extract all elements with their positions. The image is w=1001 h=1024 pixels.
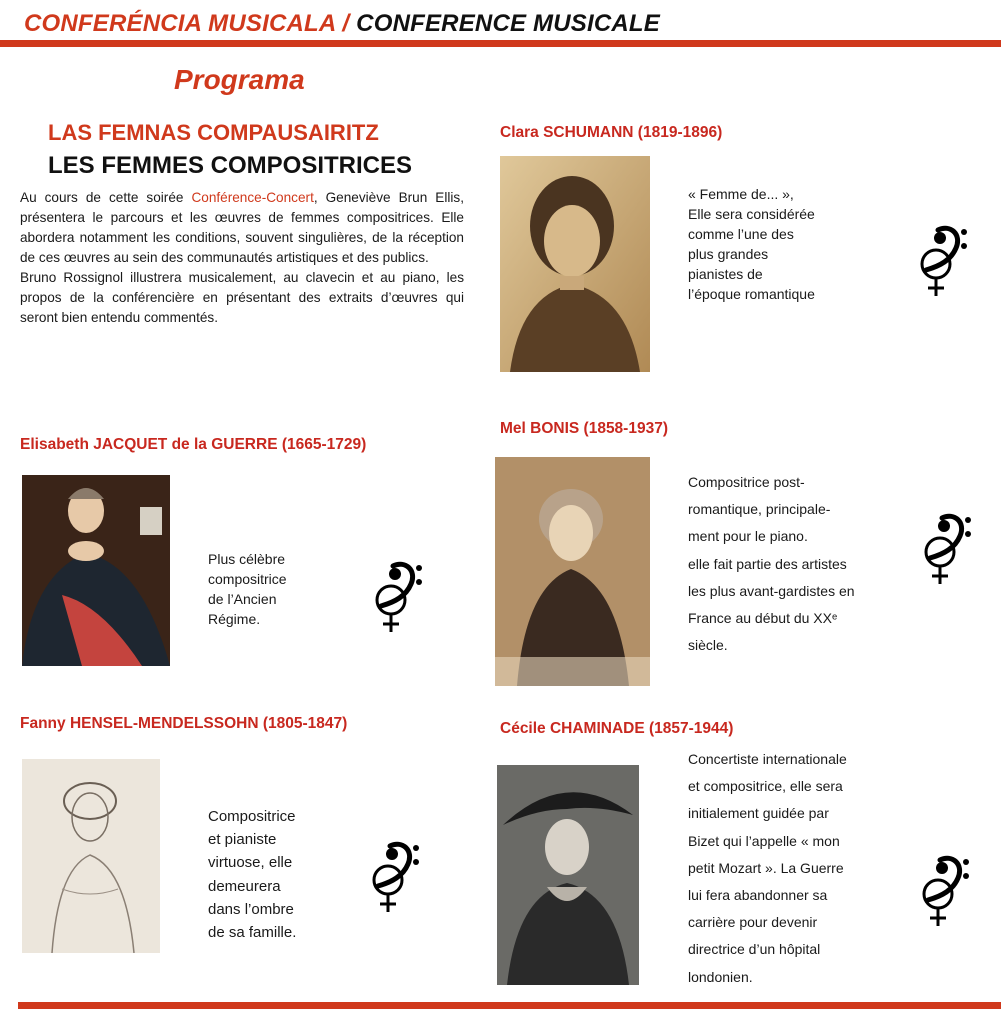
desc-line: Plus célèbre [208, 551, 286, 567]
desc-line: demeurera [208, 877, 281, 895]
composer-name-jacquet: Elisabeth JACQUET de la GUERRE (1665-1729) [20, 436, 367, 453]
composer-desc-chaminade [688, 746, 847, 991]
composer-desc-jacquet [208, 549, 287, 629]
desc-line: pianistes de [688, 266, 763, 282]
desc-line: de l’Ancien [208, 591, 277, 607]
desc-line: siècle. [688, 637, 728, 654]
composer-name-chaminade: Cécile CHAMINADE (1857-1944) [500, 720, 734, 737]
header-title-french: CONFERENCE MUSICALE [356, 10, 660, 37]
desc-line: londonien. [688, 968, 753, 985]
desc-line: initialement guidée par [688, 805, 829, 822]
portrait-hensel [22, 759, 160, 953]
desc-line: Elle sera considérée [688, 206, 815, 222]
intro-paragraph-1 [20, 188, 464, 268]
bass-clef-venus-icon [910, 220, 970, 300]
intro-paragraph-2: Bruno Rossignol illustrera musicalement, au clavecin et au piano, les propos de la conférencière en présentant des extraits d’œuvres qui seront bien entendu commentés. [20, 270, 464, 325]
desc-line: lui fera abandonner sa [688, 887, 828, 904]
desc-line: romantique, principale- [688, 501, 831, 518]
desc-line: plus grandes [688, 246, 769, 262]
desc-line: France au début du XXᵉ [688, 610, 838, 627]
composer-name-schumann: Clara SCHUMANN (1819-1896) [500, 124, 723, 141]
composer-desc-schumann [688, 184, 815, 304]
bass-clef-venus-icon [362, 836, 422, 916]
desc-line: compositrice [208, 571, 287, 587]
desc-line: Compositrice [208, 808, 296, 825]
desc-line: comme l’une des [688, 226, 794, 242]
theme-title-occitan: LAS FEMNAS COMPAUSAIRITZ [48, 120, 379, 145]
desc-line: Régime. [208, 611, 261, 627]
desc-line: Compositrice post- [688, 474, 805, 490]
desc-line: et pianiste [208, 831, 277, 849]
composer-name-hensel: Fanny HENSEL-MENDELSSOHN (1805-1847) [20, 715, 348, 732]
bass-clef-venus-icon [912, 850, 972, 930]
portrait-schumann [500, 156, 650, 372]
desc-line: carrière pour devenir [688, 914, 818, 931]
footer-divider [18, 1002, 1001, 1009]
portrait-jacquet [22, 475, 170, 666]
desc-line: ment pour le piano. [688, 528, 808, 545]
intro-text [20, 188, 464, 328]
intro-p1-end: , Geneviève Brun Ellis, présentera le parcours et les œuvres de femmes compositrices. Elle abordera notamment les conditions, souvent singulières, de la réception de ces œuvres au sein des communautés artistiques et des publics. [20, 190, 464, 265]
composer-desc-bonis [688, 469, 855, 659]
header-title-occitan: CONFERÉNCIA MUSICALA / [24, 10, 350, 37]
desc-line: de sa famille. [208, 924, 297, 942]
program-title: Programa [174, 64, 305, 95]
composer-desc-hensel [208, 805, 296, 944]
desc-line: directrice d’un hôpital [688, 941, 821, 958]
page-header [24, 10, 660, 38]
desc-line: dans l’ombre [208, 900, 294, 918]
desc-line: les plus avant-gardistes en [688, 582, 855, 599]
bass-clef-venus-icon [365, 556, 425, 636]
theme-title-french: LES FEMMES COMPOSITRICES [48, 152, 413, 179]
desc-line: Bizet qui l’appelle « mon [688, 832, 840, 849]
desc-line: virtuose, elle [208, 854, 293, 872]
desc-line: « Femme de... », [688, 186, 794, 202]
desc-line: Concertiste internationale [688, 751, 847, 767]
desc-line: petit Mozart ». La Guerre [688, 859, 844, 876]
intro-highlight: Conférence-Concert [191, 190, 314, 205]
desc-line: l’époque romantique [688, 286, 815, 302]
bass-clef-venus-icon [914, 508, 974, 588]
header-divider [0, 40, 1001, 47]
portrait-bonis [495, 457, 650, 686]
desc-line: et compositrice, elle sera [688, 778, 843, 795]
desc-line: elle fait partie des artistes [688, 555, 847, 572]
composer-name-bonis: Mel BONIS (1858-1937) [500, 420, 668, 437]
portrait-chaminade [497, 765, 639, 985]
intro-p1-start: Au cours de cette soirée [20, 190, 192, 205]
